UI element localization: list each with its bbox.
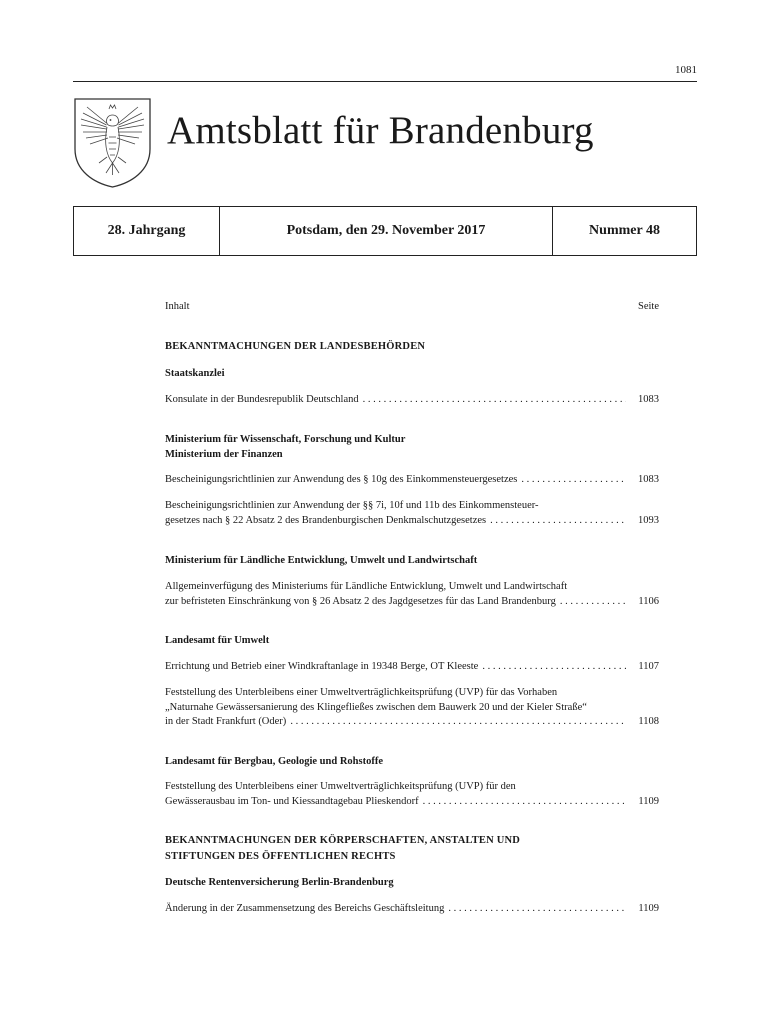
entry-page: 1106: [638, 595, 659, 607]
toc-entry[interactable]: Bescheinigungsrichtlinien zur Anwendung des § 10g des Einkommensteuergesetzes . . . 1083: [165, 473, 659, 488]
volume-label: 28. Jahrgang: [74, 207, 220, 255]
group-heading: Ministerium für Ländliche Entwicklung, Umwelt und Landwirtschaft: [165, 555, 478, 566]
toc-header: [165, 301, 659, 312]
toc-entry[interactable]: Errichtung und Betrieb einer Windkraftanlage in 19348 Berge, OT Kleeste . . . 1107: [165, 660, 659, 675]
issue-label: Nummer 48: [589, 223, 660, 238]
group-heading: Staatskanzlei: [165, 368, 225, 379]
toc-entry[interactable]: Bescheinigungsrichtlinien zur Anwendung der §§ 7i, 10f und 11b des Einkommensteuer- gesetzes nach § 22 Absatz 2 des Brandenburgischen Denkmalschutzgesetzes . . . 1093: [165, 499, 659, 528]
toc-header-contents: Inhalt: [165, 301, 190, 312]
section-heading: BEKANNTMACHUNGEN DER KÖRPERSCHAFTEN, ANSTALTEN UND STIFTUNGEN DES ÖFFENTLICHEN RECHTS: [165, 835, 521, 862]
entry-page: 1083: [638, 474, 659, 485]
toc-entry[interactable]: Konsulate in der Bundesrepublik Deutschland . . . 1083: [165, 393, 659, 408]
toc-entry[interactable]: Feststellung des Unterbleibens einer Umweltverträglichkeitsprüfung (UVP) für den Gewässerausbau im Ton- und Kiessandtagebau Plieskendorf . . . 1109: [165, 780, 659, 809]
entry-page: 1083: [638, 394, 659, 405]
toc-entry[interactable]: Feststellung des Unterbleibens einer Umweltverträglichkeitsprüfung (UVP) für das Vorhaben „Naturnahe Gewässersanierung des Klingefließes zwischen dem Bauwerk 20 und der Kieler Straße“ in der Stadt Frankfurt (Oder) . . . 1108: [165, 686, 659, 730]
group-heading: Deutsche Rentenversicherung Berlin-Brandenburg: [165, 877, 394, 888]
toc-header-page: Seite: [638, 301, 659, 312]
masthead-box: [73, 206, 697, 256]
place-date-label: Potsdam, den 29. November 2017: [220, 207, 553, 255]
toc-entry[interactable]: Allgemeinverfügung des Ministeriums für Ländliche Entwicklung, Umwelt und Landwirtschaft zur befristeten Einschränkung von § 26 Absatz 2 des Jagdgesetzes für das Land Brandenburg . . . 1106: [165, 580, 659, 609]
entry-page: 1108: [638, 716, 659, 727]
publication-title: Amtsblatt für Brandenburg: [167, 109, 594, 152]
entry-page: 1093: [638, 514, 659, 526]
section-heading: BEKANNTMACHUNGEN DER LANDESBEHÖRDEN: [165, 341, 426, 352]
group-heading: Ministerium für Wissenschaft, Forschung und Kultur Ministerium der Finanzen: [165, 434, 406, 460]
entry-page: 1107: [638, 661, 659, 672]
toc-entry[interactable]: Änderung in der Zusammensetzung des Bereichs Geschäftsleitung . . . 1109: [165, 902, 659, 917]
entry-page: 1109: [638, 903, 659, 914]
header-rule: [73, 81, 697, 82]
page-number: 1081: [675, 64, 697, 76]
group-heading: Landesamt für Umwelt: [165, 635, 270, 646]
brandenburg-eagle-crest-icon: [73, 97, 152, 189]
group-heading: Landesamt für Bergbau, Geologie und Rohstoffe: [165, 756, 383, 767]
entry-page: 1109: [638, 795, 659, 807]
